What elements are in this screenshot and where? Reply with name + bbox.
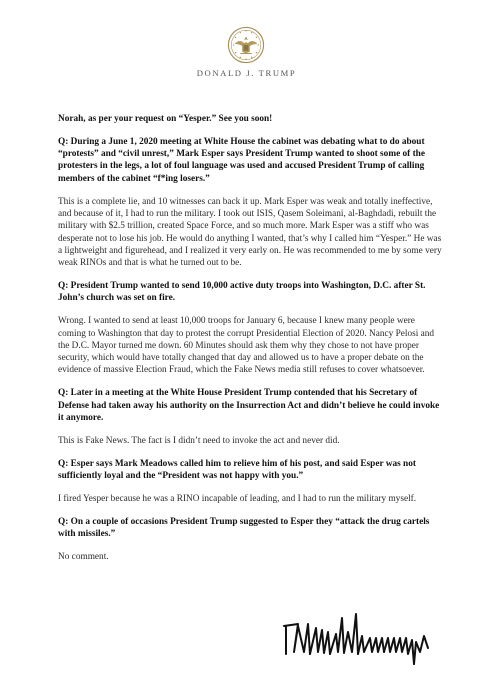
question-2: Q: President Trump wanted to send 10,000 active duty troops into Washington, D.C. after St. John’s church was set on fire.: [58, 281, 426, 304]
letterhead-name: DONALD J. TRUMP: [196, 68, 297, 78]
answer-3: This is Fake News. The fact is I didn’t need to invoke the act and never did.: [58, 435, 340, 446]
presidential-seal-icon: [227, 26, 265, 64]
question-1: Q: During a June 1, 2020 meeting at White House the cabinet was debating what to do about “protests” and “civil unrest,” Mark Esper says President Trump wanted to shoot some of the protesters in the legs, a lot of foul language was used and accused President Trump of calling members of the cabinet “f*ing losers.”: [58, 136, 425, 184]
handwritten-signature-icon: [282, 608, 432, 666]
answer-2: Wrong. I wanted to send at least 10,000 troops for January 6, because I knew many people were coming to Washington that day to protest the corrupt Presidential Election of 2020. Nancy Pelosi and the D.C. Mayor turned me down. 60 Minutes should ask them why they chose to not have proper security, which would have totally changed that day and allowed us to have a proper debate on the evidence of massive Election Fraud, which the Fake News media still refuses to cover whatsoever.: [58, 316, 435, 376]
greeting: Norah, as per your request on “Yesper.” See you soon!: [58, 114, 273, 124]
question-3: Q: Later in a meeting at the White House President Trump contended that his Secretary of Defense had taken away his authority on the Insurrection Act and didn’t believe he could invoke it anymore.: [58, 388, 440, 423]
question-5: Q: On a couple of occasions President Trump suggested to Esper they “attack the drug cartels with missiles.”: [58, 516, 430, 540]
question-4: Q: Esper says Mark Meadows called him to relieve him of his post, and said Esper was not sufficiently loyal and the “President was not happy with you.”: [58, 458, 416, 481]
answer-5: No comment.: [58, 551, 109, 562]
answer-4: I fired Yesper because he was a RINO incapable of leading, and I had to run the military myself.: [58, 493, 417, 504]
letter-body: [58, 113, 444, 574]
answer-1: This is a complete lie, and 10 witnesses can back it up. Mark Esper was weak and totally ineffective, and because of it, I had to run the military. I took out ISIS, Qasem Soleimani, al-Baghdadi, rebuilt the military with $2.5 trillion, created Space Force, and so much more. Mark Esper was a stiff who was desperate not to lose his job. He would do anything I wanted, that’s why I called him “Yesper.” He was a lightweight and figurehead, and I realized it very early on. He was recommended to me by some very weak RINOs and that is what he turned out to be.: [58, 196, 442, 269]
